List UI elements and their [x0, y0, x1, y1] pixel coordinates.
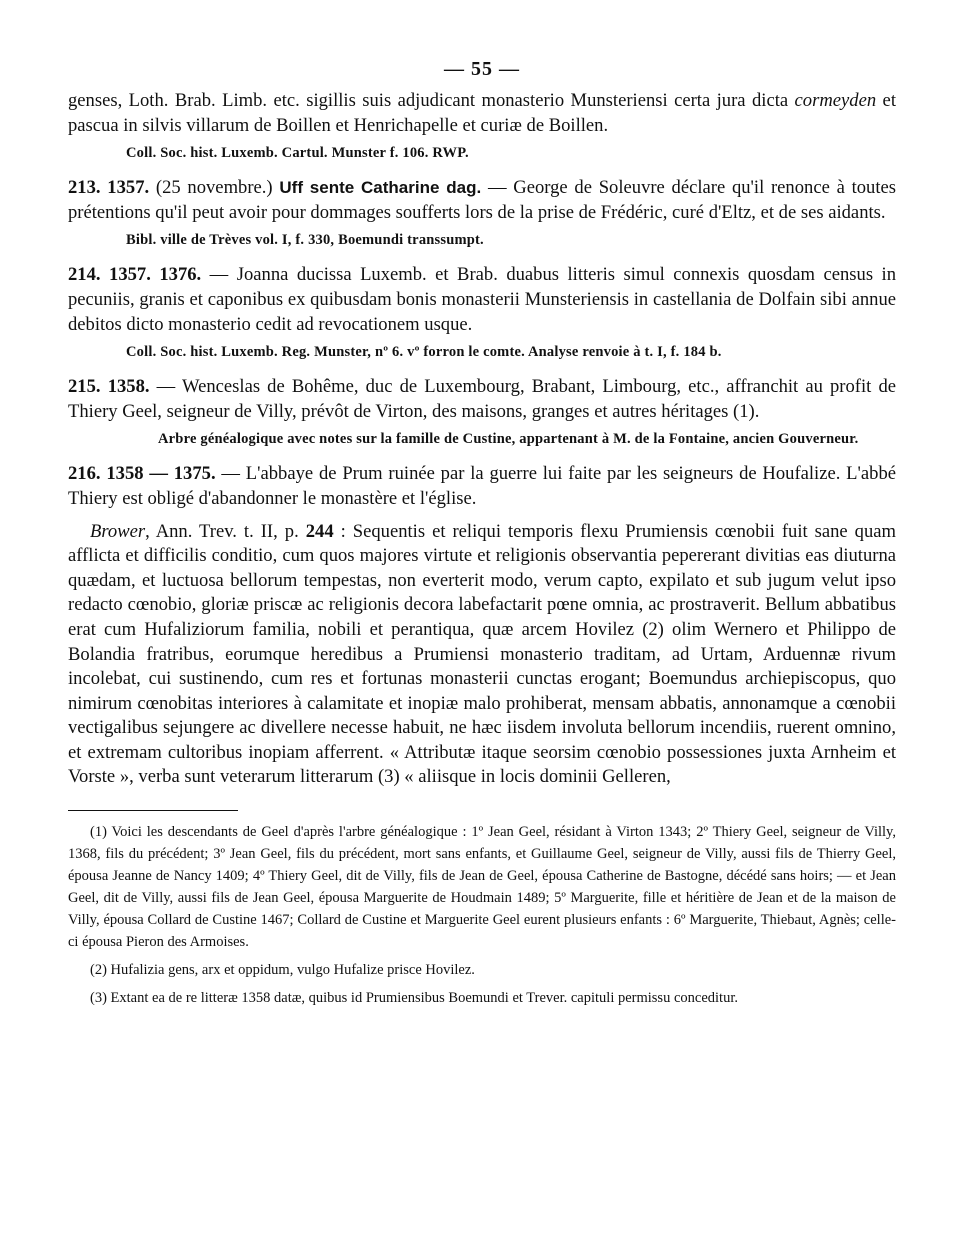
footnote: (1) Voici les descendants de Geel d'après l'arbre généalogique : 1º Jean Geel, résidant à Virton 1343; 2º Thiery Geel, seigneur de Villy, 1368, fils du précédent; 3º Jean Geel, fils du précédent, mort sans enfants, et Guillaume Geel, seigneur de Villy, aussi fils de Thierry Geel, épousa Jeanne de Nancy 1409; 4º Thiery Geel, dit de Villy, fils de Jean de Geel, épousa Catherine de Bastogne, décédé sans hoirs; — et Jean Geel, dit de Villy, aussi fils de Jean Geel, épousa Marguerite de Houdmain 1489; 5º Marguerite, fille et héritière de Jean et de la maison de Villy, épousa Collard de Custine 1467; Collard de Custine et Marguerite Geel eurent plusieurs enfants : 6º Marguerite, Thiebaut, Agnès; celle-ci épousa Pieron des Armoises.	[68, 824, 896, 951]
main-text	[68, 89, 896, 790]
footnote-divider	[68, 810, 238, 811]
paragraph-continuation: genses, Loth. Brab. Limb. etc. sigillis suis adjudicant monasterio Munsteriensi certa jura dicta cormeyden et pascua in silvis villarum de Boillen et Henrichapelle et curiæ de Boillen.	[68, 90, 896, 136]
source-citation: Arbre généalogique avec notes sur la famille de Custine, appartenant à M. de la Fontaine, ancien Gouverneur.	[158, 431, 859, 448]
footnotes	[68, 821, 896, 1009]
brower-quotation: Brower, Ann. Trev. t. II, p. 244 : Sequentis et reliqui temporis flexu Prumiensis cœnobii fuit sane quam afflicta et difficilis conditio, cum quos majores virtute et religionis observantia pepererant divitias eas diuturna quædam, et luctuosa bellorum tempestas, non everterit modo, verum capto, expilato et sub jugum velut ipso redacto cœnobio, gloriæ priscæ ac religionis decora labefactarit pœne omnia, ac prostraverit. Bellum abbatibus erat cum Hufaliziorum familia, nobili et perantiqua, quæ arcem Hovilez (2) olim Wernero et Philippo de Bolandia fratribus, eorumque heredibus a Prumiensi monasterio traditam, ad Urtam, Arduennæ rivum incolebat, cui sustinendo, cum res et fortunas monasterii cunctas erogant; Boemundus archiepiscopus, quo nimirum cœnobitas interiores à calamitate et inopiæ malo prohiberat, mensam abbatis, annonamque a cœnobii vectigalibus sejungere ac divellere necesse habuit, ne hæc iisdem involuta bellorum incendiis, ruerent omnino, et extremam cultoribus inopiam afferrent. « Attributæ itaque seorsim cœnobio possessiones juxta Arnheim et Vorste », verba sunt veterarum litterarum (3) « aliisque in locis dominii Gelleren,	[68, 520, 896, 788]
entry-215: 215. 1358. — Wenceslas de Bohême, duc de Luxembourg, Brabant, Limbourg, etc., affranchit au profit de Thiery Geel, seigneur de Villy, prévôt de Virton, des maisons, granges et autres héritages (1).	[68, 376, 896, 422]
entry-213: 213. 1357. (25 novembre.) Uff sente Catharine dag. — George de Soleuvre déclare qu'il renonce à toutes prétentions qu'il peut avoir pour dommages soufferts lors de la prise de Frédéric, curé d'Eltz, et de ses aidants.	[68, 177, 896, 223]
document-page	[68, 58, 896, 1015]
footnote: (3) Extant ea de re litteræ 1358 datæ, quibus id Prumiensibus Boemundi et Trever. capituli permissu conceditur.	[90, 990, 738, 1007]
entry-216: 216. 1358 — 1375. — L'abbaye de Prum ruinée par la guerre lui faite par les seigneurs de Houfalize. L'abbé Thiery est obligé d'abandonner le monastère et l'église.	[68, 463, 896, 509]
source-citation: Coll. Soc. hist. Luxemb. Reg. Munster, nº 6. vº forron le comte. Analyse renvoie à t. I, f. 184 b.	[126, 344, 722, 361]
entry-214: 214. 1357. 1376. — Joanna ducissa Luxemb. et Brab. duabus litteris simul connexis quosdam census in pecuniis, granis et caponibus ex quibusdam bonis monasterii Munsteriensis in castellania de Dolfain sibi annue debitos dicto monasterio cedit ad revocationem usque.	[68, 264, 896, 335]
page-number: — 55 —	[444, 58, 520, 80]
footnote: (2) Hufalizia gens, arx et oppidum, vulgo Hufalize prisce Hovilez.	[90, 962, 475, 979]
source-citation: Coll. Soc. hist. Luxemb. Cartul. Munster f. 106. RWP.	[126, 145, 469, 162]
source-citation: Bibl. ville de Trèves vol. I, f. 330, Boemundi transsumpt.	[126, 232, 484, 249]
